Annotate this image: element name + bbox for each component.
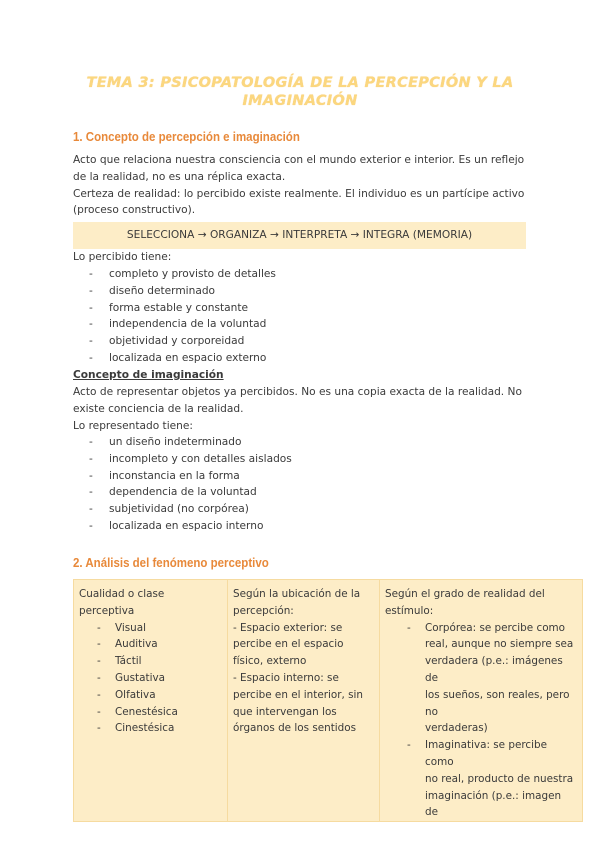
list-item: - objetividad y corporeidad [73,333,276,350]
title-line-2: IMAGINACIÓN [242,93,358,109]
item-line: verdadera (p.e.: imágenes de [425,655,563,684]
imagination-line: Acto de representar objetos ya percibidos. No es una copia exacta de la realidad. No [73,386,522,398]
represented-label: Lo representado tiene: [73,419,193,432]
item-line: real, aunque no siempre sea [425,638,574,651]
cell-line: percibe en el interior, sin [233,688,364,701]
table-cell-reality [380,580,583,822]
table-cell-quality [74,580,228,822]
section-2-heading: 2. Análisis del fenómeno perceptivo [73,556,269,570]
cell-line: físico, externo [233,655,307,668]
item-line: verdaderas) [425,722,488,735]
intro-line: Certeza de realidad: lo percibido existe realmente. El individuo es un partícipe activo [73,187,525,200]
perceived-label [73,249,533,266]
title-line-1: TEMA 3: PSICOPATOLOGÍA DE LA PERCEPCIÓN Y LA [86,75,514,91]
reality-list [385,620,577,822]
section-1-intro [73,152,533,219]
item-line: no real, producto de nuestra [425,772,574,785]
cell-line: Según la ubicación de la [233,588,361,600]
list-item: - diseño determinado [73,283,276,300]
cell-line: Cualidad o clase [79,588,165,600]
list-item: - Gustativa [79,670,222,687]
list-item: - un diseño indeterminado [73,434,292,451]
cell-line: percibe en el espacio [233,638,344,651]
intro-line: Acto que relaciona nuestra consciencia con el mundo exterior e interior. Es un reflejo [73,154,525,166]
cell-line: órganos de los sentidos [233,722,357,735]
cell-line: Según el grado de realidad del [385,588,545,600]
list-item: - subjetividad (no corpórea) [73,501,292,518]
intro-line: (proceso constructivo). [73,204,196,217]
section-1-heading: 1. Concepto de percepción e imaginación [73,130,300,144]
perceived-list [73,266,276,367]
list-item: - Táctil [79,653,222,670]
list-item: - localizada en espacio interno [73,518,292,535]
list-item: - inconstancia en la forma [73,468,292,485]
cell-line: perceptiva [79,604,135,617]
list-item: - localizada en espacio externo [73,350,276,367]
list-item: - Auditiva [79,636,222,653]
cell-line: que intervengan los [233,705,337,718]
list-item: - dependencia de la voluntad [73,484,292,501]
item-line: - Imaginativa: se percibe como [425,739,547,768]
item-line: - Corpórea: se percibe como [425,621,566,634]
list-item: - independencia de la voluntad [73,316,276,333]
list-item: - incompleto y con detalles aislados [73,451,292,468]
list-item [385,737,577,821]
list-item: - Olfativa [79,687,222,704]
imagination-text [73,384,533,434]
quality-list [79,620,222,738]
table-cell-location [228,580,380,822]
item-line: los sueños, son reales, pero no [425,688,570,718]
list-item: - Visual [79,620,222,637]
cell-line: - Espacio exterior: se [233,621,343,634]
list-item: - forma estable y constante [73,300,276,317]
intro-line: de la realidad, no es una réplica exacta. [73,170,286,183]
perception-analysis-table [73,579,583,822]
list-item: - Cenestésica [79,704,222,721]
list-item: - completo y provisto de detalles [73,266,276,283]
imagination-line: existe conciencia de la realidad. [73,402,244,415]
represented-list [73,434,292,535]
cell-line: percepción: [233,604,294,617]
process-flow-box: SELECCIONA → ORGANIZA → INTERPRETA → INTEGRA (MEMORIA) [73,222,526,249]
cell-line: estímulo: [385,604,434,617]
document-title [60,74,540,110]
cell-line: - Espacio interno: se [233,671,339,684]
imagination-subheading: Concepto de imaginación [73,369,224,381]
item-line: imaginación (p.e.: imagen de [425,789,562,819]
list-item: - Cinestésica [79,720,222,737]
perceived-label-text: Lo percibido tiene: [73,251,172,263]
list-item [385,620,577,738]
